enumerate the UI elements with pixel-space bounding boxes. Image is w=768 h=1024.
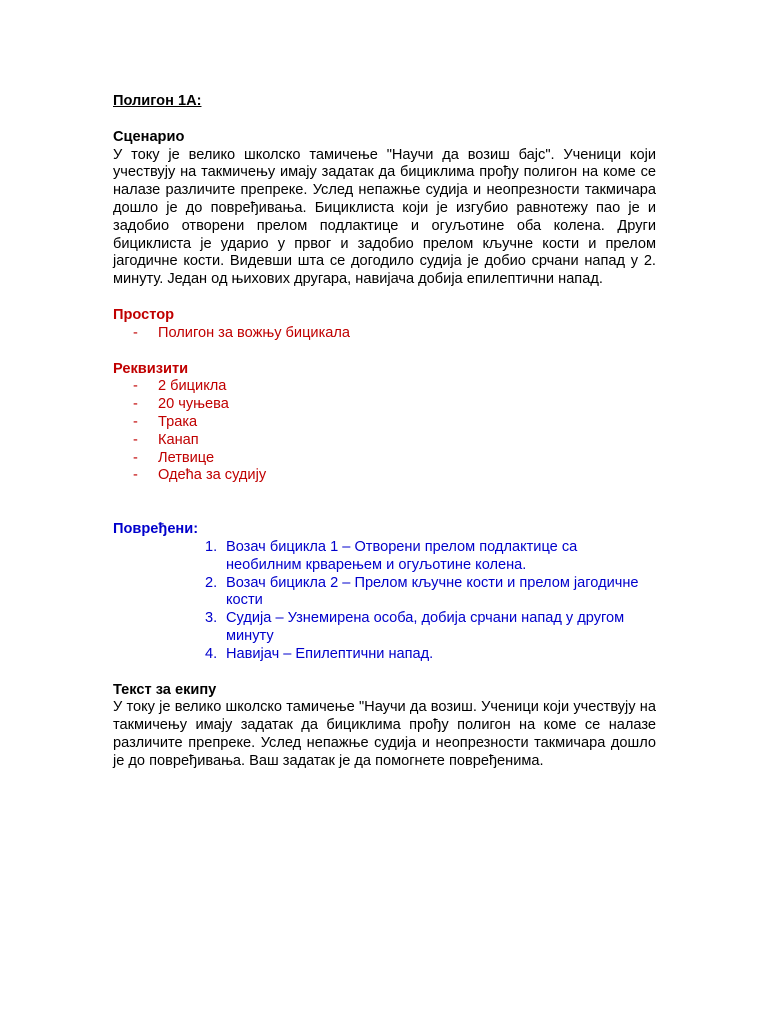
injured-desc: – Епилептични напад. (283, 645, 434, 662)
space-list (113, 325, 656, 343)
injured-desc: – Отворени прелом подлактице са необилним крварењем и огуљотине колена. (226, 538, 578, 573)
injured-desc: – Узнемирена особа, добија срчани напад у другом минуту (226, 610, 625, 644)
dash-marker: - (133, 467, 138, 484)
props-heading: Реквизити (113, 360, 189, 377)
injured-heading: Повређени: (113, 521, 199, 538)
document-body (113, 93, 656, 771)
injured-role: Возач бицикла 2 (226, 574, 339, 591)
dash-marker: - (133, 413, 138, 430)
list-item (133, 378, 656, 396)
dash-marker: - (133, 449, 138, 466)
props-item: Одећа за судију (158, 467, 267, 484)
space-item: Полигон за вожњу бицикала (158, 324, 351, 341)
props-item: Канап (158, 431, 199, 448)
injured-role: Навијач (226, 645, 280, 662)
list-item (133, 396, 656, 414)
list-item (205, 610, 656, 646)
props-item: 20 чуњева (158, 396, 229, 413)
dash-marker: - (133, 378, 138, 395)
space-heading: Простор (113, 306, 175, 323)
props-item: Трака (158, 413, 198, 430)
list-item (205, 646, 656, 664)
item-number: 1. (205, 538, 218, 555)
item-number: 4. (205, 645, 218, 662)
injured-desc: – Прелом кључне кости и прелом јагодичне кости (226, 574, 639, 609)
dash-marker: - (133, 431, 138, 448)
props-item: 2 бицикла (158, 378, 227, 395)
props-list (113, 378, 656, 485)
item-number: 3. (205, 610, 218, 627)
item-number: 2. (205, 574, 218, 591)
props-item: Летвице (158, 449, 215, 466)
list-item (133, 325, 656, 343)
list-item (133, 432, 656, 450)
list-item (133, 414, 656, 432)
scenario-text: У току је велико школско тамичење "Научи да возиш бајс". Ученици који учествују на такмичењу имају задатак да бициклима прођу полигон на коме се налазе различите препреке. Услед непажње судија и неопрезности такмичара дошло је до повређивања. Бициклиста који је изгубио равнотежу пао је и задобио отворени прелом подлактице и огуљотине оба колена. Други бициклиста је ударио у првог и задобио прелом кључне кости и прелом јагодичне кости. Видевши шта се догодило судија је добио срчани напад у 2. минуту. Један од њихових другара, навијача добија епилептични напад. (113, 146, 656, 288)
dash-marker: - (133, 324, 138, 341)
list-item (205, 575, 656, 611)
scenario-heading: Сценарио (113, 128, 185, 145)
list-item (133, 450, 656, 468)
team-text: У току је велико школско тамичење "Научи да возиш. Ученици који учествују на такмичењу имају задатак да бициклима прођу полигон на коме се налазе различите препреке. Услед непажње судија и неопрезности такмичара дошло је до повређивања. Ваш задатак је да помогнете повређенима. (113, 699, 656, 769)
injured-role: Судија (226, 610, 272, 627)
list-item (133, 467, 656, 485)
injured-list (113, 539, 656, 664)
dash-marker: - (133, 396, 138, 413)
team-text-heading: Текст за екипу (113, 681, 217, 698)
document-title: Полигон 1А: (113, 93, 202, 109)
injured-role: Возач бицикла 1 (226, 538, 339, 555)
list-item (205, 539, 656, 575)
